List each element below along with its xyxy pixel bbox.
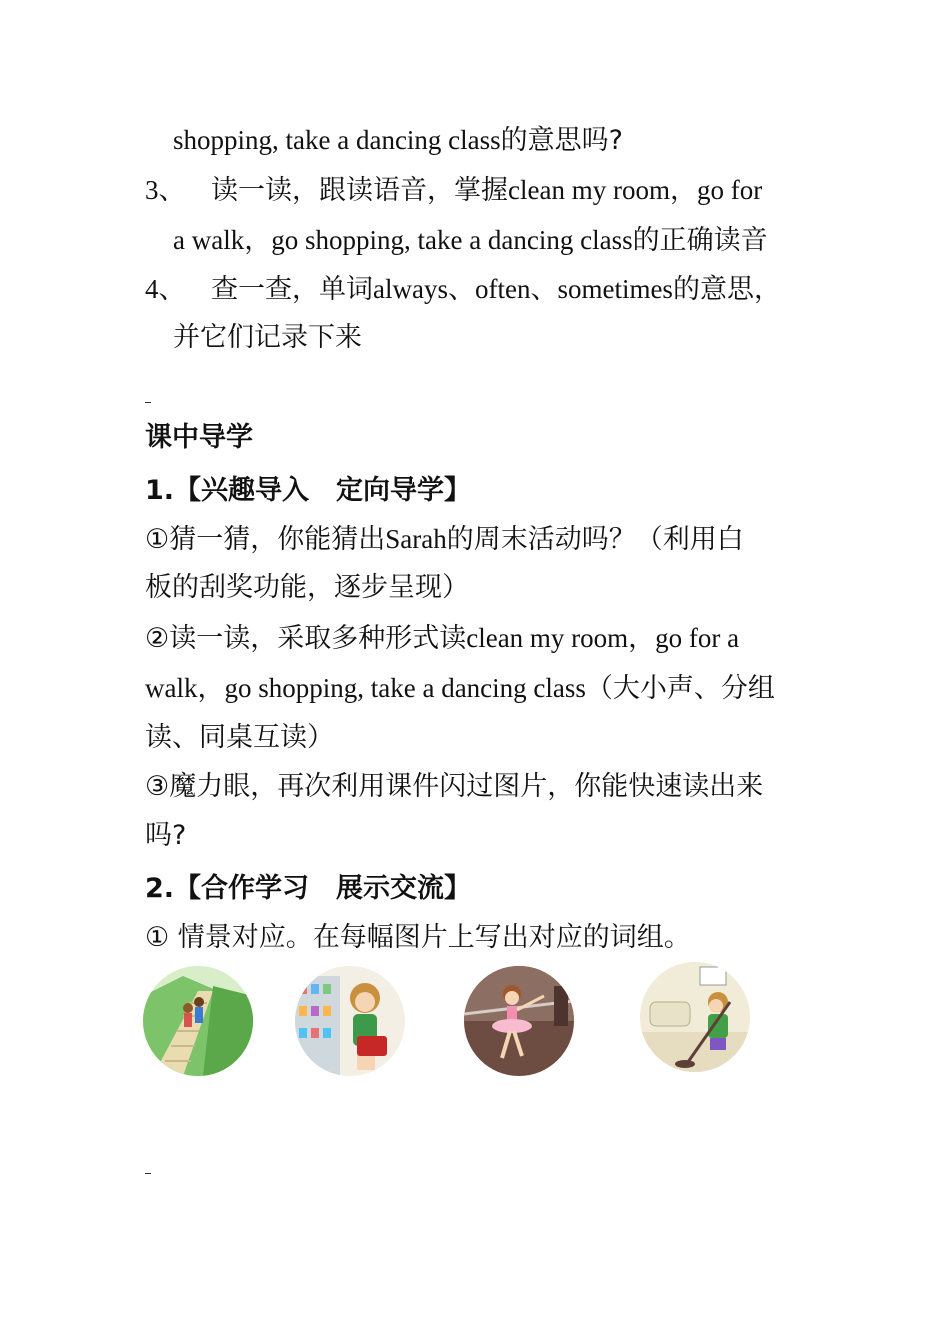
text-line — [173, 320, 362, 356]
text-line — [145, 521, 744, 558]
english-text: walk，go shopping, take a dancing class — [145, 673, 586, 703]
text-line: 读、同桌互读） — [145, 722, 334, 753]
chinese-text: 并它们记录下来 — [173, 322, 362, 353]
cleaning-picture — [640, 962, 750, 1072]
text-line — [145, 620, 739, 657]
item-number: 4、 — [145, 274, 186, 304]
text-line: ① 情景对应。在每幅图片上写出对应的词组。 — [145, 922, 691, 953]
chinese-text: ①猜一猜，你能猜出 — [145, 524, 386, 555]
chinese-text: 读一读，跟读语音，掌握 — [211, 175, 508, 206]
text-line: 吗? — [145, 820, 187, 851]
english-text: always、often、sometimes — [373, 274, 673, 304]
divider-mark — [145, 402, 151, 403]
english-text: clean my room，go for a — [466, 623, 740, 653]
text-line — [173, 122, 623, 159]
divider-mark — [145, 1173, 151, 1174]
english-text: Sarah — [385, 524, 447, 554]
chinese-text: ②读一读，采取多种形式读 — [145, 623, 467, 654]
list-item-4 — [145, 271, 781, 308]
list-item-3 — [145, 172, 762, 209]
text-line: 板的刮奖功能，逐步呈现） — [145, 572, 469, 603]
text-line: ③魔力眼，再次利用课件闪过图片，你能快速读出来 — [145, 771, 764, 802]
english-text: shopping, take a dancing class — [173, 125, 501, 155]
section-heading-2: 2.【合作学习 展示交流】 — [145, 873, 472, 904]
chinese-text: 查一查，单词 — [211, 274, 373, 305]
dancing-picture — [464, 966, 574, 1076]
walk-picture — [143, 966, 253, 1076]
english-text: a walk，go shopping, take a dancing class — [173, 225, 633, 255]
text-line — [173, 222, 768, 259]
chinese-text: 的正确读音 — [632, 225, 768, 256]
text-line — [145, 670, 775, 707]
section-title: 课中导学 — [145, 422, 253, 453]
english-text: clean my room，go for — [508, 175, 763, 205]
section-heading-1: 1.【兴趣导入 定向导学】 — [145, 475, 472, 506]
chinese-text: 的周末活动吗？（利用白 — [446, 524, 744, 555]
chinese-text: 的意思吗? — [500, 125, 624, 156]
item-number: 3、 — [145, 175, 186, 205]
chinese-text: 的意思， — [672, 274, 781, 305]
chinese-text: （大小声、分组 — [585, 673, 775, 704]
shopping-picture — [295, 966, 405, 1076]
